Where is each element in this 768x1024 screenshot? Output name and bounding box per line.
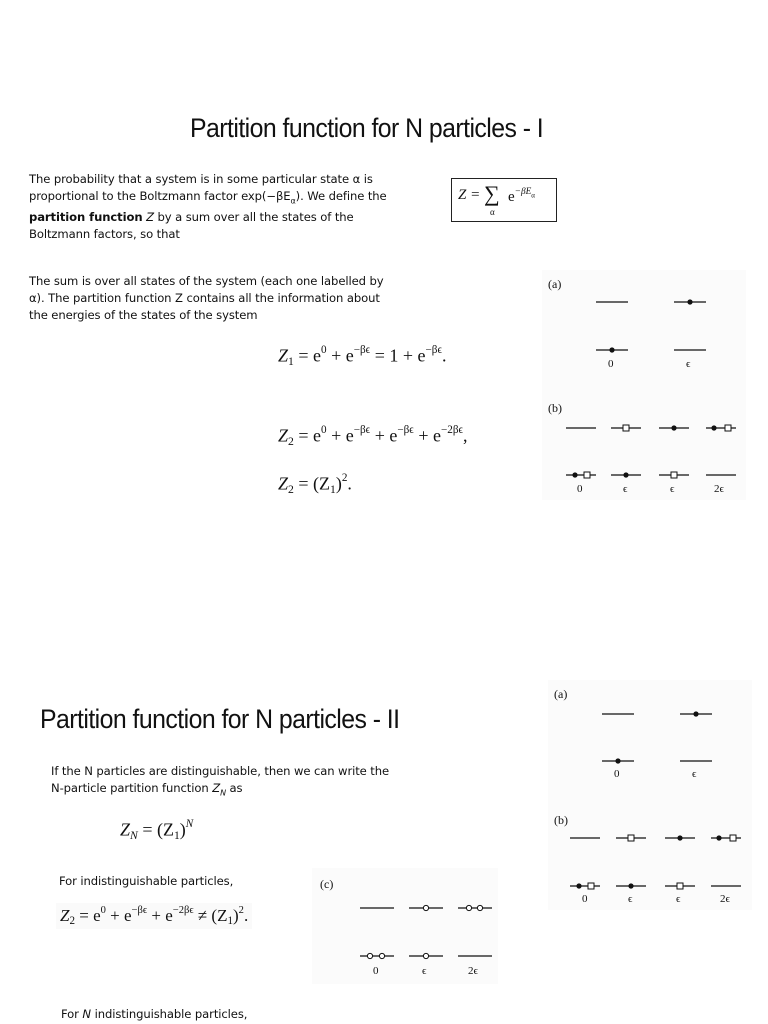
para-sub: α <box>290 196 296 206</box>
particle-open <box>379 953 384 958</box>
label-a: (a) <box>554 687 568 701</box>
energy-level-diagram-2 <box>548 680 752 910</box>
sum-symbol: ∑ <box>484 181 500 206</box>
particle-dot <box>716 835 721 840</box>
particle-dot <box>711 425 716 430</box>
particle-open <box>423 905 428 910</box>
particle-dot <box>609 347 614 352</box>
label-c: (c) <box>320 877 334 891</box>
level-label: 2ϵ <box>714 483 724 495</box>
particle-dot <box>677 835 682 840</box>
level-label: ϵ <box>692 768 697 780</box>
particle-square <box>584 472 590 478</box>
level-label: ϵ <box>623 483 628 495</box>
para-text: The probability that a system is in some particular state α is proportional to the Boltzmann factor exp(−βE <box>29 172 373 203</box>
particle-dot <box>576 883 581 888</box>
particle-dot <box>572 472 577 477</box>
equation-zn: $Z_N = (Z_1)^N$ <box>120 818 194 842</box>
energy-level-diagram-c <box>312 868 498 984</box>
particle-square <box>725 425 731 431</box>
particle-dot <box>628 883 633 888</box>
slide2-paragraph-indistinguishable: For indistinguishable particles, <box>59 874 234 888</box>
slide2-title: Partition function for N particles - II <box>40 704 400 734</box>
level-label: 0 <box>582 893 588 905</box>
slide1-paragraph-definition <box>29 171 409 243</box>
particle-open <box>367 953 372 958</box>
para-text: ). We define the <box>295 189 387 203</box>
equation-z2-indistinguishable: $Z_2 = e^0 + e^{-\beta\epsilon} + e^{-2\beta\epsilon} \ne (Z_1)^2$. <box>56 903 252 929</box>
para-italic: Z <box>146 210 154 225</box>
particle-dot <box>693 711 698 716</box>
particle-square <box>671 472 677 478</box>
particle-square <box>588 883 594 889</box>
level-label: 0 <box>577 483 583 495</box>
level-label: 2ϵ <box>468 965 478 977</box>
sum-index: α <box>490 207 495 217</box>
level-label: ϵ <box>670 483 675 495</box>
para-bold: partition function <box>29 210 143 225</box>
slide2-paragraph-n-indistinguishable: For N indistinguishable particles, <box>61 1007 248 1021</box>
particle-dot <box>671 425 676 430</box>
eq-part: Z = <box>458 187 481 203</box>
energy-level-diagram-1 <box>542 270 746 500</box>
boxed-equation-z <box>451 178 557 222</box>
equation-z2-square: $Z_2 = (Z_1)^2$. <box>278 472 352 496</box>
level-label: ϵ <box>422 965 427 977</box>
para-text: by a sum over all the states of the Boltzmann factors, so that <box>29 210 354 242</box>
particle-square <box>628 835 634 841</box>
particle-square <box>730 835 736 841</box>
eq-part: $e^{-\beta E}_\alpha$ <box>508 187 535 205</box>
level-label: ϵ <box>676 893 681 905</box>
particle-dot <box>615 758 620 763</box>
level-label: 0 <box>373 965 379 977</box>
level-label: ϵ <box>686 358 691 370</box>
label-b: (b) <box>554 813 568 827</box>
level-label: 0 <box>614 768 620 780</box>
particle-open <box>423 953 428 958</box>
label-a: (a) <box>548 277 562 291</box>
particle-open <box>466 905 471 910</box>
particle-square <box>677 883 683 889</box>
particle-dot <box>623 472 628 477</box>
label-b: (b) <box>548 401 562 415</box>
particle-dot <box>687 299 692 304</box>
equation-z2-sum: $Z_2 = e^0 + e^{-\beta\epsilon} + e^{-\beta\epsilon} + e^{-2\beta\epsilon}$, <box>278 424 468 448</box>
equation-z1: $Z_1 = e^0 + e^{-\beta\epsilon} = 1 + e^{-\beta\epsilon}$. <box>278 344 447 368</box>
slide1-paragraph-sum: The sum is over all states of the system (each one labelled by α). The partition function Z contains all the information about the energies of the states of the system <box>29 274 384 322</box>
level-label: ϵ <box>628 893 633 905</box>
slide2-paragraph-distinguishable: If the N particles are distinguishable, then we can write the N-particle partition function $Z_N$ as <box>51 764 390 798</box>
particle-open <box>477 905 482 910</box>
level-label: 0 <box>608 358 614 370</box>
slide1-title: Partition function for N particles - I <box>190 113 544 143</box>
particle-square <box>623 425 629 431</box>
level-label: 2ϵ <box>720 893 730 905</box>
